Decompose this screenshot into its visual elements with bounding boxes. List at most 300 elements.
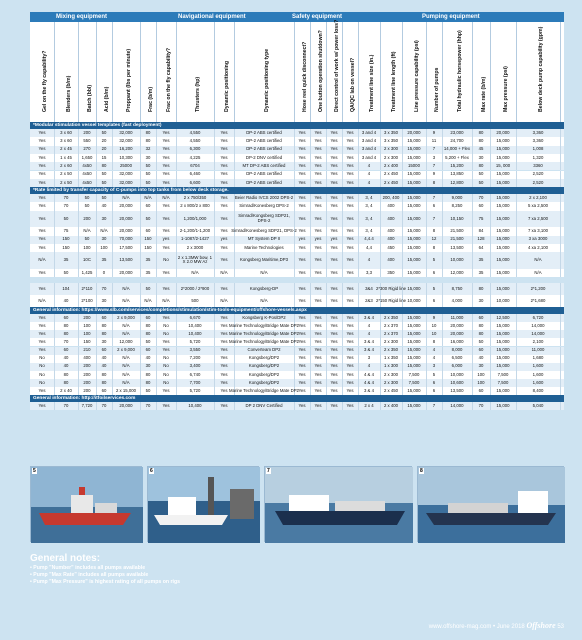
table-cell: 3 [426,363,443,371]
table-cell: 15,000 [490,355,517,363]
table-cell: 2*2000 / 2*900 [176,283,215,295]
table-cell: 30 [472,154,491,162]
table-cell: 2 x 400 [380,162,403,170]
note-item: • Pump "Max Pressure" is highest rating of all pumps on rigs [30,579,180,585]
table-cell: 60 [54,314,79,322]
table-cell: Yes [214,387,235,395]
table-cell: 6,300 [176,146,215,154]
table-cell: Yes [214,171,235,179]
table-cell: 1,200/1,000 [176,211,215,228]
table-cell: Yes [310,129,327,137]
table-cell: Yes [342,171,359,179]
table-cell: Yes [30,322,55,330]
table-row [30,202,564,210]
table-cell: Yes [214,338,235,346]
table-cell: 3 [426,154,443,162]
table-cell: 50 [140,162,157,170]
table-cell: 6,720 [516,314,561,322]
table-cell: Marine Technology/Bridge Mate DP2 [234,330,295,338]
table-cell: 10,000 [402,295,427,307]
table-cell: 7,500 [402,379,427,387]
table-cell: 2*100 [78,295,97,307]
table-cell: 60 [96,347,113,355]
table-cell: 60 [472,387,491,395]
table-cell: N/A [516,269,561,277]
table-cell: 4 [358,252,381,269]
table-cell: 15,000 [402,154,427,162]
table-cell: N/A [140,194,157,202]
table-cell: 4 [426,355,443,363]
table-cell: 50 [140,387,157,395]
table-cell: 3 and 4 [358,129,381,137]
table-cell: Yes [30,330,55,338]
table-cell: Yes [30,154,55,162]
table-cell: 400 [380,227,403,235]
table-cell: 80 [472,137,491,145]
table-row [30,402,564,410]
table-cell: 14,000 + Flex [442,146,473,154]
table-cell: 2 x 750/350 [176,194,215,202]
table-cell: Yes [214,371,235,379]
table-cell: Yes [156,269,177,277]
table-cell: 3 & 4 [358,338,381,346]
general-notes [30,553,180,585]
table-cell: 40 [96,363,113,371]
table-cell: 35 [140,269,157,277]
table-cell: Yes [310,171,327,179]
table-cell: Yes [30,162,55,170]
table-cell: 2-1,200/1-1,200 [176,227,215,235]
table-cell: Yes [326,283,343,295]
table-cell: 3 & 4 [358,347,381,355]
table-cell: Yes [294,202,311,210]
table-cell: No [156,322,177,330]
table-cell: 7 xa 3,100 [516,227,561,235]
table-cell: 2 x 450 [380,171,403,179]
table-cell: MT DP-2 ABS certified [234,162,295,170]
table-cell: 15,000 [402,146,427,154]
table-cell: Yes [310,363,327,371]
table-cell: Simrad/Konesberg SDP21, DPS-2 [234,227,295,235]
table-cell: 30 [472,295,491,307]
table-cell: Yes [342,338,359,346]
table-cell: 50 [96,171,113,179]
column-header-label: Max rate (b/m) [481,76,487,112]
table-row [30,379,564,387]
table-cell: 2 x 300 [380,379,403,387]
table-cell: 6 [426,387,443,395]
table-cell: 11,000 [442,314,473,322]
table-cell: Yes [342,402,359,410]
table-cell: 7 [426,146,443,154]
table-cell: Yes [214,322,235,330]
table-cell: No [30,355,55,363]
table-cell: 3 x 60 [54,137,79,145]
table-cell: 15,000 [490,171,517,179]
table-cell: 15,000 [402,171,427,179]
table-cell: Yes [310,402,327,410]
table-cell: Yes [310,347,327,355]
table-cell: Yes [326,202,343,210]
table-cell: Yes [214,179,235,187]
table-cell: 3 and 4 [358,137,381,145]
column-header-label: Max pressure (psi) [503,66,509,112]
column-header-label: Gel on the fly capability? [42,50,48,112]
table-cell: Yes [30,202,55,210]
table-cell: N/A [176,269,215,277]
table-cell: 40 [96,202,113,210]
table-cell: 80 [140,129,157,137]
table-cell: Yes [294,402,311,410]
table-cell: 60 [472,314,491,322]
table-cell: Yes [310,330,327,338]
table-cell: 5 [426,283,443,295]
table-cell: 4 [358,363,381,371]
table-cell: 4,4 [358,244,381,252]
table-cell: 5,720 [176,387,215,395]
table-cell: 2 x 2,100 [516,194,561,202]
table-cell: Yes [310,314,327,322]
table-cell: 2 x 45 [54,146,79,154]
table-cell: Yes [326,355,343,363]
table-cell: 4x50 [78,179,97,187]
table-cell: DP-2 ABS certified [234,137,295,145]
table-cell: 450 [380,244,403,252]
table-cell: N/A [112,355,141,363]
table-cell: Yes [342,295,359,307]
table-row [30,330,564,338]
table-cell: 15,200 [442,162,473,170]
vessel-photo-5 [30,466,142,542]
table-cell: 80 [472,162,491,170]
table-cell: 80 [96,371,113,379]
table-cell: 32,000 [112,137,141,145]
table-cell: Kongsberg/DP2 [234,379,295,387]
table-cell: 7 [426,194,443,202]
table-cell: 20,000 [112,211,141,228]
table-cell: 60 [140,227,157,235]
table-cell: Yes [214,162,235,170]
table-cell: 15,000 [402,202,427,210]
table-cell: 3 and 4 [358,146,381,154]
table-cell: Yes [214,194,235,202]
table-cell: 15,000 [490,137,517,145]
table-cell: Yes [156,129,177,137]
table-cell: 3,550 [176,347,215,355]
column-header [140,22,157,122]
table-cell: 550 [78,137,97,145]
photo-number: 8 [420,468,423,474]
table-cell: 15,000 [490,236,517,244]
table-cell: 50 [96,194,113,202]
table-cell: 30 [140,363,157,371]
table-cell: Yes [310,137,327,145]
table-cell: Yes [214,347,235,355]
table-cell: Yes [342,236,359,244]
table-cell: yes [294,236,311,244]
table-cell: 7,200 [176,355,215,363]
table-cell: 5 xa 2,500 [516,202,561,210]
table-cell: Yes [30,244,55,252]
table-cell: N/A [78,227,97,235]
table-cell: No [30,371,55,379]
table-cell: 35 [54,252,79,269]
column-header [78,22,97,122]
page-footer [429,621,564,630]
table-cell: 8,250 [442,202,473,210]
table-cell: Yes [310,379,327,387]
table-cell: 200 [78,129,97,137]
table-cell: 15,000 [490,202,517,210]
table-cell: No [156,379,177,387]
table-cell: 70 [96,283,113,295]
column-header-label: Direct control of work w/ power loss? [334,19,340,112]
table-cell: Yes [326,146,343,154]
table-cell: 40 [96,355,113,363]
table-cell: 6,500 [442,355,473,363]
table-cell: Yes [326,171,343,179]
column-header-label: One button operation shutdown? [318,30,324,112]
table-cell: Yes [310,202,327,210]
table-cell: 60 [472,202,491,210]
table-cell: Yes [294,283,311,295]
table-cell: 7 [426,402,443,410]
table-cell: 20,000 [442,322,473,330]
vessel-photo-8 [417,466,564,542]
table-cell: 30 [96,236,113,244]
table-cell: Yes [326,330,343,338]
table-cell: Yes [214,314,235,322]
table-cell: Yes [156,171,177,179]
table-cell: Kongsberg-DP [234,283,295,295]
table-cell: 13,850 [442,171,473,179]
table-cell: N/A [112,322,141,330]
table-cell: 32,000 [112,129,141,137]
table-cell: 4,4.4 [358,236,381,244]
table-row [30,338,564,346]
table-cell: Yes [30,194,55,202]
table-cell: 13,500 [112,252,141,269]
table-cell: Kongsberg/DP2 [234,363,295,371]
column-header [310,22,327,122]
table-cell: Yes [30,129,55,137]
table-cell: 30 [96,295,113,307]
column-header-label: Treatment line length (ft) [391,51,397,112]
table-cell: Yes [342,283,359,295]
table-cell: Yes [342,129,359,137]
column-header [342,22,359,122]
table-cell: Yes [310,227,327,235]
column-header-label: Blenders (b/m) [66,75,72,112]
table-cell: 3, 4 [358,202,381,210]
table-cell: 15,000 [402,236,427,244]
table-cell: 15,000 [490,179,517,187]
table-cell: 150 [54,244,79,252]
column-header-label: Line pressure capability (psi) [414,40,420,112]
table-cell: 80 [96,162,113,170]
table-cell: Yes [294,252,311,269]
table-cell: Yes [294,179,311,187]
table-cell: 15,000 [402,179,427,187]
table-cell: Yes [326,162,343,170]
table-cell: 1,650 [78,154,97,162]
table-cell: 6704 [176,162,215,170]
column-header [30,22,55,122]
group-navigational: Navigational equipment [178,14,246,20]
column-header-label: Dynamic positioning type [264,48,270,112]
table-cell: 2*150 Rigid line [380,295,403,307]
table-cell: 4x50 [78,171,97,179]
table-cell: Yes [294,154,311,162]
table-cell: Yes [342,146,359,154]
table-cell: Yes [156,402,177,410]
table-cell: 60 [140,347,157,355]
table-cell: 7,500 [490,379,517,387]
table-cell: 16,000 [442,338,473,346]
table-cell: 3 [358,355,381,363]
table-cell: 3360 [516,162,561,170]
table-cell: 5,720 [176,338,215,346]
table-cell: 10,300 [112,154,141,162]
table-cell: Yes [342,363,359,371]
table-cell: 15,000 [402,252,427,269]
table-cell: 200 [78,371,97,379]
table-cell: Yes [30,179,55,187]
section-header: General information: https://www.slb.com/services/completions/stimulation/stim-tools-equipment/offshore-vessels.aspx [30,307,564,314]
table-cell: Yes [326,252,343,269]
photo-number: 6 [150,468,153,474]
table-cell: 3&4 [358,283,381,295]
table-cell: Yes [214,402,235,410]
table-cell: Yes [156,338,177,346]
table-cell: DP-2 DNV certified [234,154,295,162]
table-row [30,283,564,295]
table-cell: Yes [214,363,235,371]
table-cell: 15,000 [490,252,517,269]
table-cell: 2 x 300 [380,338,403,346]
table-cell: 80 [96,379,113,387]
column-header [234,22,295,122]
table-cell: 30 [96,338,113,346]
table-cell: Yes [294,295,311,307]
table-cell: 2 x 350 [380,314,403,322]
table-cell: 60 [140,314,157,322]
table-cell: Yes [342,322,359,330]
table-cell: Yes [294,387,311,395]
table-cell: 50 [140,179,157,187]
table-cell: 2 x 50 [54,171,79,179]
table-cell: Yes [156,154,177,162]
table-cell: Yes [214,137,235,145]
table-cell: 15,000 [490,146,517,154]
photo-number: 5 [33,468,36,474]
table-cell: 4 [426,347,443,355]
table-cell: 9 [426,129,443,137]
table-cell: 2 x 450 [380,387,403,395]
column-header [402,22,427,122]
table-cell: Marine Technology/Bridge Mate DP2 [234,322,295,330]
table-cell: 2 x 9,000 [112,347,141,355]
table-cell: MT System DP II [234,236,295,244]
table-cell: Yes [342,379,359,387]
table-cell: 200 [78,211,97,228]
table-cell: 20,000 [112,402,141,410]
table-cell: 5,200 + Flex [442,154,473,162]
table-cell: 50 [472,171,491,179]
table-row [30,371,564,379]
table-row [30,355,564,363]
table-cell: 15,000 [490,283,517,295]
table-cell: 15,000 [490,269,517,277]
table-cell: 3, 4 [358,211,381,228]
table-cell: Yes [294,371,311,379]
table-cell: 1,680 [516,355,561,363]
table-cell: Yes [342,347,359,355]
table-cell: 23,000 [442,129,473,137]
table-cell: Yes [326,347,343,355]
table-cell: Yes [156,137,177,145]
table-cell: Converteam DP2 [234,347,295,355]
table-cell: 50 [140,283,157,295]
table-cell: 32,000 [112,171,141,179]
table-cell: Yes [310,244,327,252]
table-cell: Yes [342,227,359,235]
table-cell: 10 [426,322,443,330]
table-cell: 8,000 [442,347,473,355]
table-cell: Yes [156,244,177,252]
table-cell: 4,000 [442,295,473,307]
table-cell: 40 [54,295,79,307]
table-cell: 35 [472,269,491,277]
table-cell: Yes [294,338,311,346]
table-cell: 64 [472,244,491,252]
table-cell: 1,320 [516,154,561,162]
table-cell: 25000 [112,162,141,170]
table-cell: 4,550 [176,129,215,137]
table-cell: 15,000 [402,363,427,371]
section-header: General information: http://itfoilservices.com [30,395,564,402]
table-cell: Yes [342,355,359,363]
table-cell: 32 [140,146,157,154]
table-cell: 15,000 [402,402,427,410]
table-cell: 6 [426,202,443,210]
table-cell: Yes [326,194,343,202]
table-cell: 2 x 40 [54,387,79,395]
table-cell: 1,008 [516,146,561,154]
table-cell: N/A [234,295,295,307]
group-safety: Safety equipment [292,14,343,20]
table-cell: 6,460 [176,171,215,179]
table-cell: 100 [472,371,491,379]
table-cell: 2*110 [78,283,97,295]
table-cell: 80 [140,322,157,330]
table-cell: 6 [426,295,443,307]
table-cell: 200, 400 [380,194,403,202]
table-cell: 1 x 45 [54,154,79,162]
table-cell: Yes [294,146,311,154]
table-cell: Yes [342,202,359,210]
table-cell: Yes [342,244,359,252]
table-cell: Yes [214,330,235,338]
table-cell: 2 x 400 [380,402,403,410]
table-cell: Yes [30,171,55,179]
table-cell: Yes [342,154,359,162]
column-header-label: Dynamic positioning [224,60,230,112]
table-cell: Yes [310,194,327,202]
table-cell: Yes [156,179,177,187]
table-cell: 80 [472,129,491,137]
table-cell: Marine Technology/Bridge Mate DP2 [234,338,295,346]
